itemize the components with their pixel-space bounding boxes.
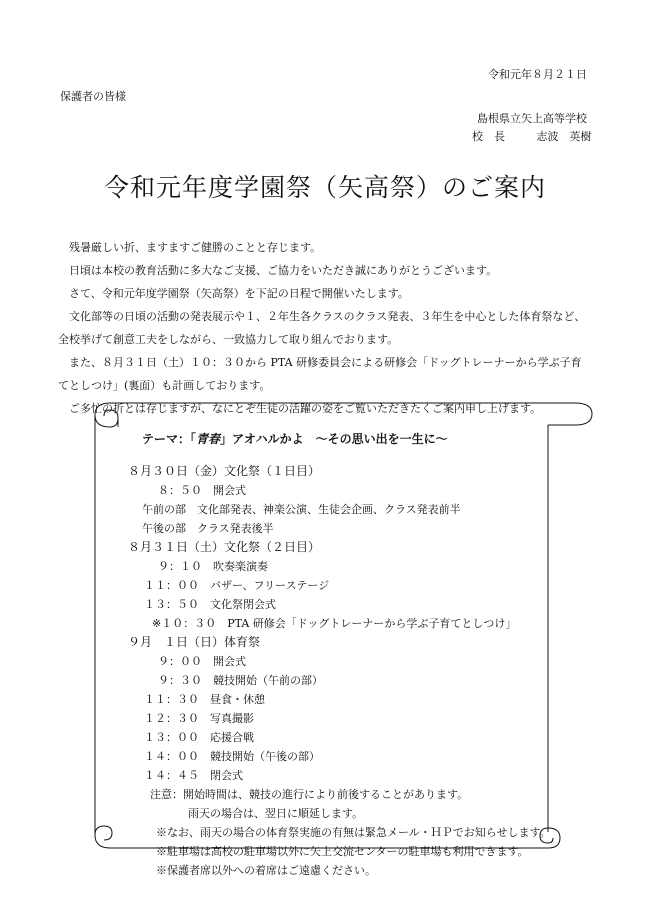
schedule-item: 午前の部 文化部発表、神楽公演、生徒会企画、クラス発表前半 (142, 503, 461, 516)
note: ※なお、雨天の場合の体育祭実施の有無は緊急メール・ＨＰでお知らせします。 (156, 826, 551, 839)
day-heading: ９月 １日（日）体育祭 (128, 635, 261, 649)
schedule-item: ※１０：３０ PTA 研修会「ドッグトレーナーから学ぶ子育てとしつけ」 (152, 617, 517, 630)
schedule-item: １３：５０ 文化祭閉会式 (144, 598, 276, 611)
principal-name: 志波 英樹 (536, 130, 592, 143)
note: 注意：開始時間は、競技の進行により前後することがあります。 (150, 788, 469, 801)
theme (142, 430, 448, 447)
theme-prefix: テーマ：「 (142, 432, 197, 446)
date: 令和元年８月２１日 (488, 68, 587, 81)
body-paragraph: 残暑厳しい折、ますますご健勝のことと存じます。 (69, 241, 322, 254)
theme-highlight: 青春 (196, 432, 221, 446)
schedule-item: １４：００ 競技開始（午後の部） (144, 750, 320, 763)
schedule-item: ８：５０ 開会式 (158, 484, 246, 497)
schedule (128, 462, 551, 880)
schedule-item: １４：４５ 閉会式 (144, 769, 243, 782)
recipient: 保護者の皆様 (60, 90, 126, 103)
principal-title: 校 長 (472, 130, 505, 143)
schedule-item: 午後の部 クラス発表後半 (142, 522, 274, 535)
schedule-item: ９：１０ 吹奏楽演奏 (158, 560, 268, 573)
day-heading: ８月３１日（土）文化祭（２日目） (128, 540, 321, 554)
body-paragraph: 日頃は本校の教育活動に多大なご支援、ご協力をいただき誠にありがとうございます。 (69, 264, 498, 277)
theme-suffix: 」アオハルかよ ～その思い出を一生に～ (220, 432, 448, 446)
schedule-item: １３：００ 応援合戦 (144, 731, 254, 744)
body-paragraph: 文化部等の日頃の活動の発表展示や１、２年生各クラスのクラス発表、３年生を中心とした体育祭など、全校挙げて創意工夫をしながら、一致協力して取り組んでおります。 (58, 310, 586, 346)
note: ※駐車場は高校の駐車場以外に矢上交流センターの駐車場も利用できます。 (156, 845, 529, 858)
day-heading: ８月３０日（金）文化祭（１日目） (128, 464, 321, 478)
body-paragraph: さて、令和元年度学園祭（矢高祭）を下記の日程で開催いたします。 (69, 287, 409, 300)
schedule-item: １２：３０ 写真撮影 (144, 712, 254, 725)
body-paragraph: ご多忙の折とは存じますが、なにとぞ生徒の活躍の姿をご覧いただきたくご案内申し上げます。 (69, 402, 542, 415)
note: 雨天の場合は、翌日に順延します。 (188, 807, 364, 820)
page-title: 令和元年度学園祭（矢高祭）のご案内 (103, 173, 546, 202)
schedule-item: ９：００ 開会式 (158, 655, 246, 668)
school-name: 島根県立矢上高等学校 (477, 112, 587, 125)
schedule-item: １１：００ バザー、フリーステージ (144, 579, 330, 592)
schedule-item: １１：３０ 昼食・休憩 (144, 693, 265, 706)
note: ※保護者席以外への着席はご遠慮ください。 (156, 864, 376, 877)
body-paragraph: また、８月３１日（土）１０：３０から PTA 研修委員会による研修会「ドッグトレーナーから学ぶ子育てとしつけ」(裏面）も計画しております。 (58, 356, 582, 392)
schedule-item: ９：３０ 競技開始（午前の部） (158, 674, 323, 687)
